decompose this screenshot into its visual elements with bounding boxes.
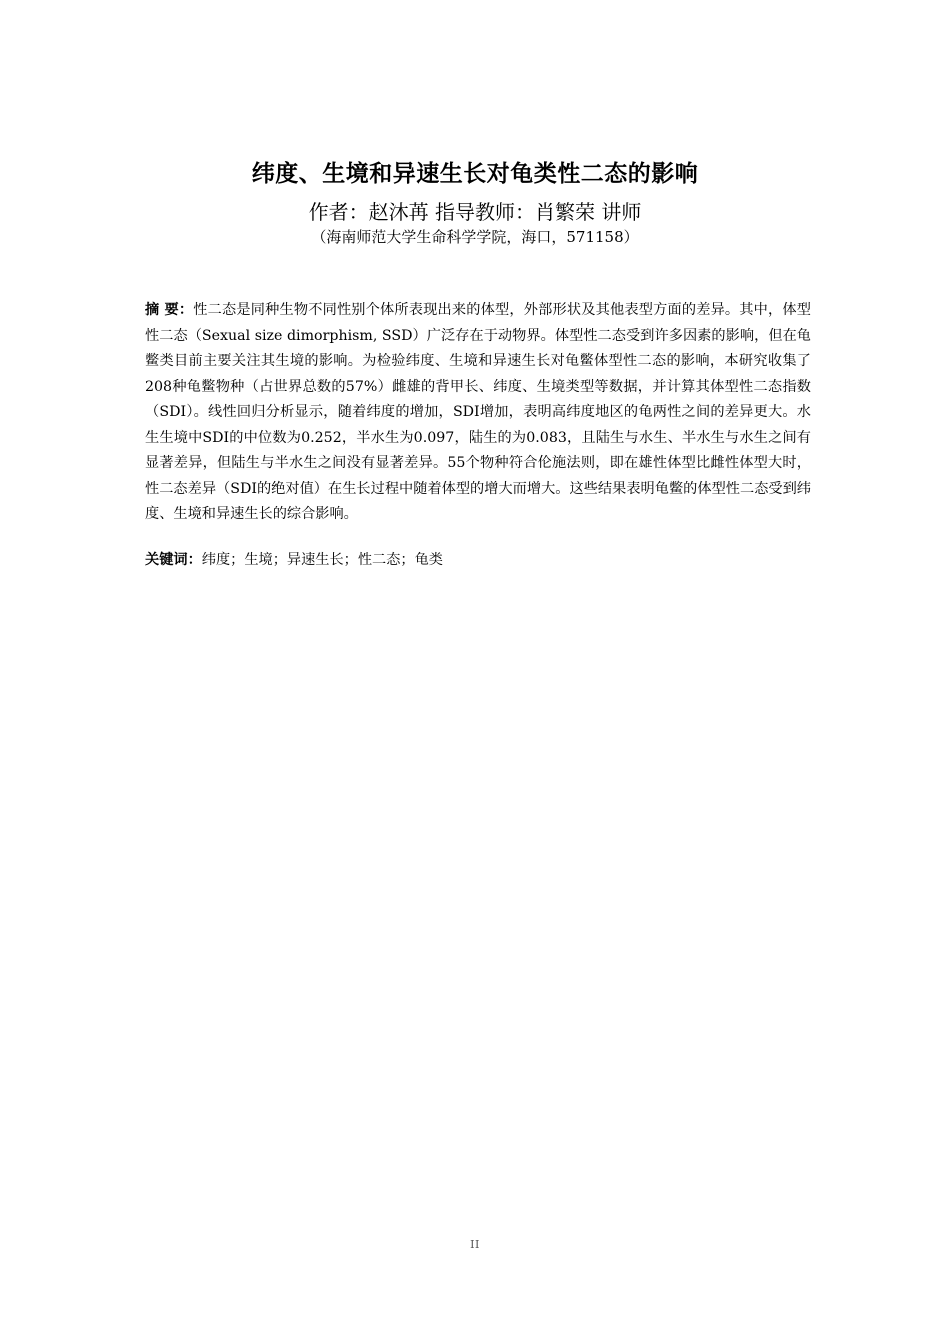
author-line: 作者：赵沐苒 指导教师：肖繁荣 讲师 (308, 200, 642, 224)
abstract-label: 摘 要： (145, 302, 194, 318)
page-number: II (470, 1238, 480, 1251)
keywords-text: 纬度；生境；异速生长；性二态；龟类 (201, 552, 443, 568)
abstract-paragraph (145, 298, 811, 528)
affiliation-line: （海南师范大学生命科学学院，海口，571158） (311, 228, 639, 246)
abstract-text: 性二态是同种生物不同性别个体所表现出来的体型，外部形状及其他表型方面的差异。其中，体型性二态（Sexual size dimorphism, SSD）广泛存在于动物界。体型性二态受到许多因素的影响，但在龟鳖类目前主要关注其生境的影响。为检验纬度、生境和异速生长对龟鳖体型性二态的影响，本研究收集了208种龟鳖物种（占世界总数的57%）雌雄的背甲长、纬度、生境类型等数据，并计算其体型性二态指数（SDI）。线性回归分析显示，随着纬度的增加，SDI增加，表明高纬度地区的龟两性之间的差异更大。水生生境中SDI的中位数为0.252，半水生为0.097，陆生的为0.083，且陆生与水生、半水生与水生之间有显著差异，但陆生与半水生之间没有显著差异。55个物种符合伦施法则，即在雄性体型比雌性体型大时，性二态差异（SDI的绝对值）在生长过程中随着体型的增大而增大。这些结果表明龟鳖的体型性二态受到纬度、生境和异速生长的综合影响。 (145, 302, 811, 522)
keywords-line (145, 548, 811, 573)
paper-title: 纬度、生境和异速生长对龟类性二态的影响 (251, 161, 699, 187)
keywords-label: 关键词： (145, 552, 202, 568)
